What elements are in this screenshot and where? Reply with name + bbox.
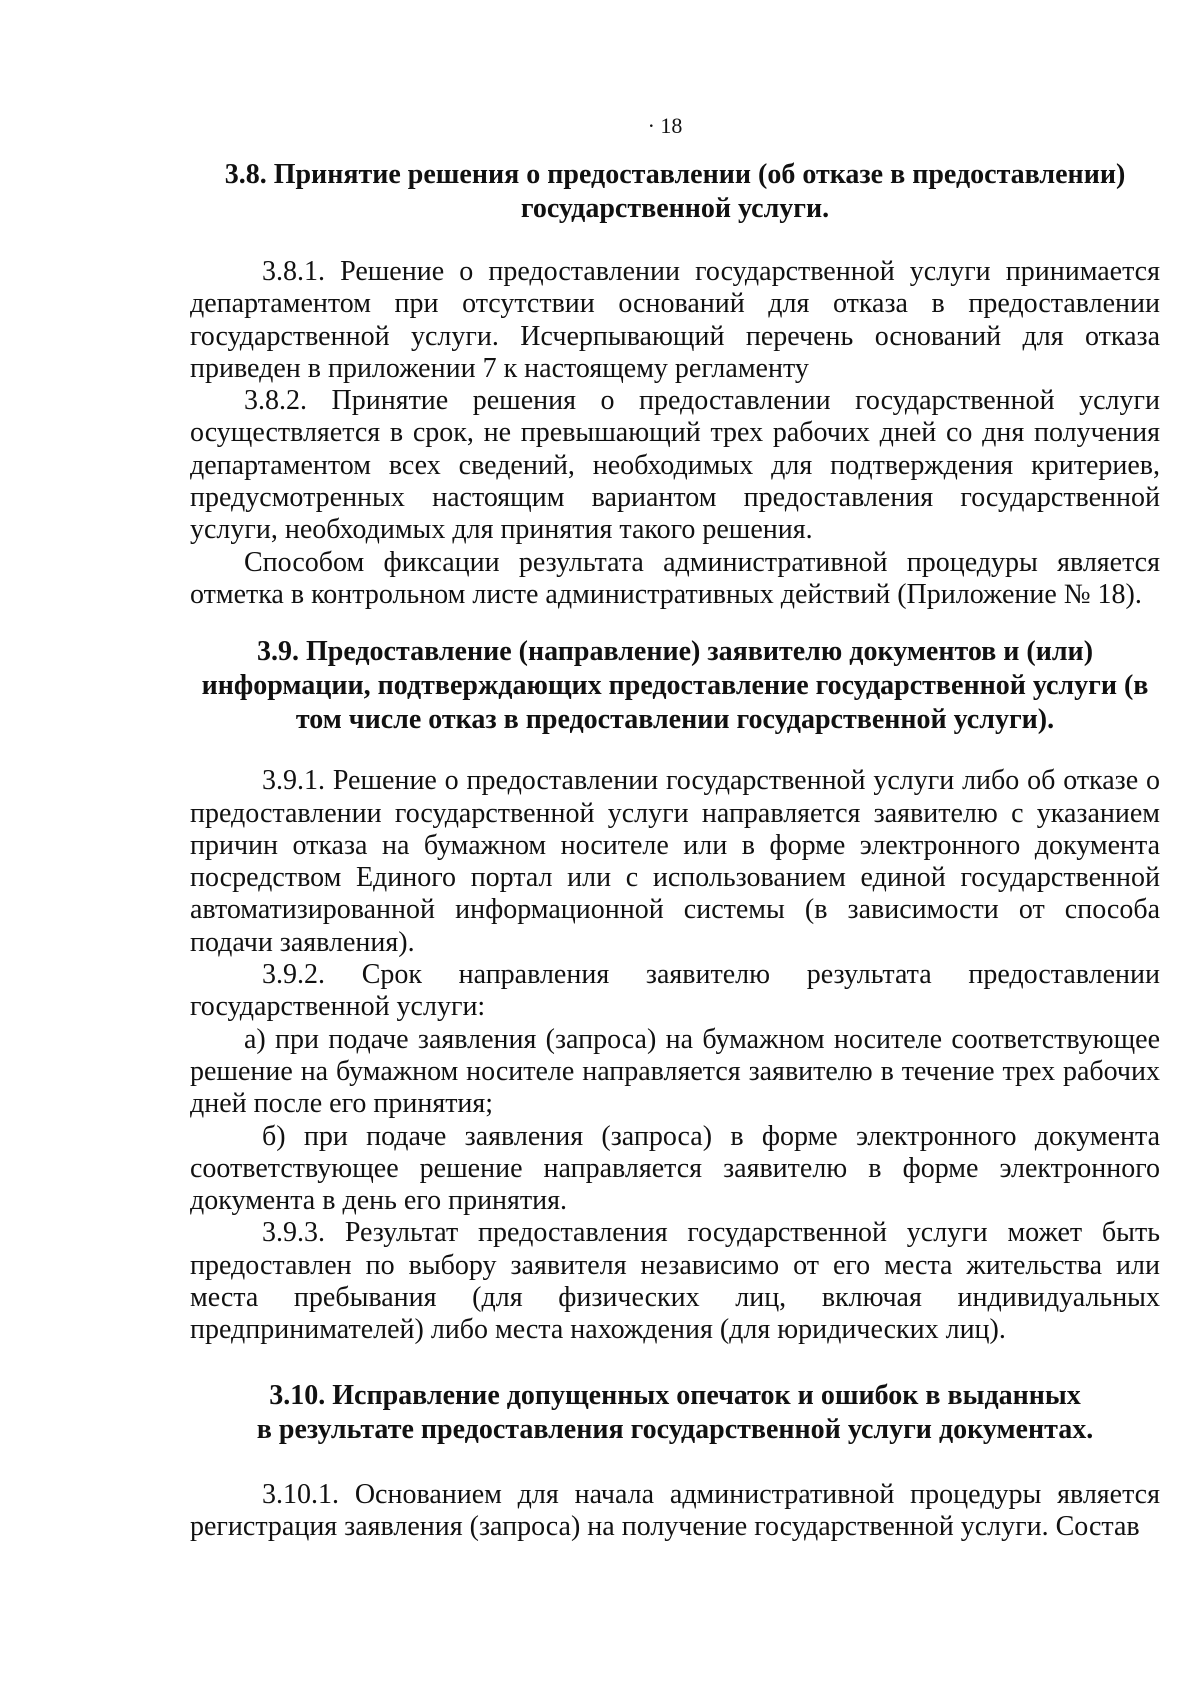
paragraph-3-8-2: 3.8.2. Принятие решения о предоставлении государственной услуги осуществляется в срок, не превышающий трех рабочих дней со дня получения департаментом всех сведений, необходимых для подтверждения критериев, предусмотренных настоящим вариантом предоставления государственной услуги, необходимых для принятия такого решения. xyxy=(190,385,1160,546)
document-body xyxy=(190,158,1160,1543)
heading-line: 3.10. Исправление допущенных опечаток и ошибок в выданных xyxy=(269,1379,1081,1411)
paragraph-3-9-2: 3.9.2. Срок направления заявителю результата предоставлении государственной услуги: xyxy=(190,959,1160,1023)
section-heading-3-9 xyxy=(190,635,1160,737)
heading-line: информации, подтверждающих предоставление государственной услуги (в xyxy=(201,670,1149,702)
heading-line: том числе отказ в предоставлении государственной услуги). xyxy=(295,704,1055,736)
heading-line: 3.8. Принятие решения о предоставлении (об отказе в предоставлении) xyxy=(224,159,1126,190)
paragraph-item-a: а) при подаче заявления (запроса) на бумажном носителе соответствующее решение на бумажном носителе направляется заявителю в течение трех рабочих дней после его принятия; xyxy=(190,1023,1160,1120)
heading-line: 3.9. Предоставление (направление) заявителю документов и (или) xyxy=(256,636,1094,668)
page-number xyxy=(0,112,1200,140)
paragraph-3-9-1: 3.9.1. Решение о предоставлении государственной услуги либо об отказе о предоставлении государственной услуги направляется заявителю с указанием причин отказа на бумажном носителе или в форме электронного документа посредством Единого портал или с использованием единой государственной автоматизированной информационной системы (в зависимости от способа подачи заявления). xyxy=(190,765,1160,958)
heading-line: в результате предоставления государственной услуги документах. xyxy=(256,1413,1094,1445)
paragraph-item-b: б) при подаче заявления (запроса) в форме электронного документа соответствующее решение направляется заявителю в форме электронного документа в день его принятия. xyxy=(190,1120,1160,1217)
section-heading-3-8 xyxy=(190,158,1160,226)
page-number-dot: · xyxy=(647,113,655,138)
section-heading-3-10 xyxy=(190,1379,1160,1447)
paragraph-fixation-method: Способом фиксации результата административной процедуры является отметка в контрольном листе административных действий (Приложение № 18). xyxy=(190,546,1160,610)
paragraph-3-10-1: 3.10.1. Основанием для начала административной процедуры является регистрация заявления (запроса) на получение государственной услуги. Состав xyxy=(190,1478,1160,1542)
heading-line: государственной услуги. xyxy=(520,193,830,224)
paragraph-3-8-1: 3.8.1. Решение о предоставлении государственной услуги принимается департаментом при отсутствии оснований для отказа в предоставлении государственной услуги. Исчерпывающий перечень оснований для отказа приведен в приложении 7 к настоящему регламенту xyxy=(190,256,1160,384)
paragraph-3-9-3: 3.9.3. Результат предоставления государственной услуги может быть предоставлен по выбору заявителя независимо от его места жительства или места пребывания (для физических лиц, включая индивидуальных предпринимателей) либо места нахождения (для юридических лиц). xyxy=(190,1217,1160,1346)
page-number-value: 18 xyxy=(660,113,683,138)
